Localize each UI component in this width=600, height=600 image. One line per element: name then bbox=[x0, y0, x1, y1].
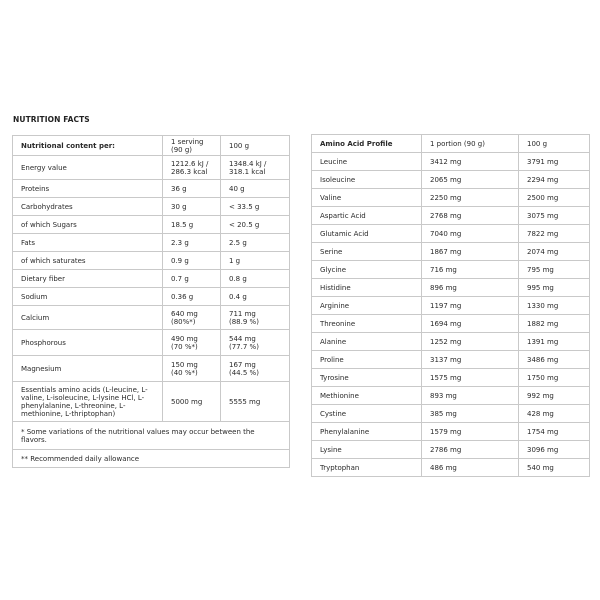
nutrient-value: < 33.5 g bbox=[221, 198, 290, 216]
nutrition-row bbox=[13, 216, 290, 234]
nutrient-name: Sodium bbox=[13, 288, 163, 306]
nutrition-row bbox=[13, 198, 290, 216]
nutrient-value: 2.5 g bbox=[221, 234, 290, 252]
amino-acid-name: Threonine bbox=[312, 315, 422, 333]
amino-row bbox=[312, 369, 590, 387]
amino-row bbox=[312, 441, 590, 459]
amino-acid-value: 3791 mg bbox=[519, 153, 590, 171]
amino-acid-value: 1754 mg bbox=[519, 423, 590, 441]
nutrient-name: Phosphorous bbox=[13, 330, 163, 356]
amino-row bbox=[312, 423, 590, 441]
nutrient-name: Magnesium bbox=[13, 356, 163, 382]
amino-row bbox=[312, 297, 590, 315]
nutrient-name: of which Sugars bbox=[13, 216, 163, 234]
amino-row bbox=[312, 387, 590, 405]
amino-acid-value: 2294 mg bbox=[519, 171, 590, 189]
amino-acid-name: Valine bbox=[312, 189, 422, 207]
nutrient-value: 0.4 g bbox=[221, 288, 290, 306]
nutrition-row bbox=[13, 156, 290, 180]
amino-acid-value: 3412 mg bbox=[422, 153, 519, 171]
nutrient-value: 640 mg (80%*) bbox=[163, 306, 221, 330]
amino-row bbox=[312, 225, 590, 243]
nutrition-header-row bbox=[13, 136, 290, 156]
amino-row bbox=[312, 279, 590, 297]
nutrition-row bbox=[13, 356, 290, 382]
amino-acid-name: Alanine bbox=[312, 333, 422, 351]
amino-acid-name: Histidine bbox=[312, 279, 422, 297]
amino-row bbox=[312, 261, 590, 279]
nutrient-value: 40 g bbox=[221, 180, 290, 198]
amino-acid-value: 1575 mg bbox=[422, 369, 519, 387]
nutrient-name: Proteins bbox=[13, 180, 163, 198]
amino-acid-name: Proline bbox=[312, 351, 422, 369]
nutrient-value: 30 g bbox=[163, 198, 221, 216]
nutrient-value: 1212.6 kJ / 286.3 kcal bbox=[163, 156, 221, 180]
amino-acid-name: Glycine bbox=[312, 261, 422, 279]
amino-header-cell: Amino Acid Profile bbox=[312, 135, 422, 153]
nutrient-name: Fats bbox=[13, 234, 163, 252]
amino-acid-value: 992 mg bbox=[519, 387, 590, 405]
nutrient-value: 544 mg (77.7 %) bbox=[221, 330, 290, 356]
nutrition-row bbox=[13, 234, 290, 252]
nutrient-value: 150 mg (40 %*) bbox=[163, 356, 221, 382]
amino-row bbox=[312, 153, 590, 171]
amino-row bbox=[312, 243, 590, 261]
amino-row bbox=[312, 459, 590, 477]
nutrient-value: 490 mg (70 %*) bbox=[163, 330, 221, 356]
amino-acid-value: 995 mg bbox=[519, 279, 590, 297]
nutrient-value: 0.9 g bbox=[163, 252, 221, 270]
amino-acid-value: 2074 mg bbox=[519, 243, 590, 261]
nutrition-header-cell: 1 serving (90 g) bbox=[163, 136, 221, 156]
nutrient-name: Essentials amino acids (L-leucine, L-valine, L-isoleucine, L-lysine HCl, L-phenylalanine, L-threonine, L-methionine, L-thriptophan) bbox=[13, 382, 163, 422]
amino-row bbox=[312, 189, 590, 207]
amino-acid-value: 486 mg bbox=[422, 459, 519, 477]
nutrition-row bbox=[13, 330, 290, 356]
page-title: NUTRITION FACTS bbox=[13, 115, 90, 124]
nutrition-facts-table bbox=[12, 135, 290, 468]
nutrient-name: Dietary fiber bbox=[13, 270, 163, 288]
amino-acid-value: 3096 mg bbox=[519, 441, 590, 459]
amino-acid-value: 2786 mg bbox=[422, 441, 519, 459]
nutrient-value: 36 g bbox=[163, 180, 221, 198]
amino-acid-value: 3075 mg bbox=[519, 207, 590, 225]
nutrient-value: 0.36 g bbox=[163, 288, 221, 306]
amino-header-row bbox=[312, 135, 590, 153]
nutrient-value: 18.5 g bbox=[163, 216, 221, 234]
amino-row bbox=[312, 171, 590, 189]
nutrient-value: 0.7 g bbox=[163, 270, 221, 288]
amino-acid-name: Serine bbox=[312, 243, 422, 261]
amino-acid-value: 795 mg bbox=[519, 261, 590, 279]
nutrition-header-cell: 100 g bbox=[221, 136, 290, 156]
amino-acid-value: 1330 mg bbox=[519, 297, 590, 315]
amino-row bbox=[312, 405, 590, 423]
nutrient-value: 2.3 g bbox=[163, 234, 221, 252]
amino-row bbox=[312, 315, 590, 333]
footnote-row bbox=[13, 422, 290, 450]
amino-acid-name: Phenylalanine bbox=[312, 423, 422, 441]
amino-acid-value: 3137 mg bbox=[422, 351, 519, 369]
nutrient-value: 167 mg (44.5 %) bbox=[221, 356, 290, 382]
nutrition-row bbox=[13, 180, 290, 198]
amino-acid-value: 7040 mg bbox=[422, 225, 519, 243]
amino-acid-name: Lysine bbox=[312, 441, 422, 459]
amino-acid-value: 1750 mg bbox=[519, 369, 590, 387]
footnote: ** Recommended daily allowance bbox=[13, 450, 290, 468]
amino-header-cell: 1 portion (90 g) bbox=[422, 135, 519, 153]
amino-acid-value: 1579 mg bbox=[422, 423, 519, 441]
amino-acid-value: 1391 mg bbox=[519, 333, 590, 351]
amino-acid-name: Glutamic Acid bbox=[312, 225, 422, 243]
nutrition-row bbox=[13, 252, 290, 270]
amino-acid-name: Methionine bbox=[312, 387, 422, 405]
amino-acid-value: 2768 mg bbox=[422, 207, 519, 225]
amino-acid-value: 1694 mg bbox=[422, 315, 519, 333]
amino-acid-profile-table bbox=[311, 134, 590, 477]
nutrient-value: 5000 mg bbox=[163, 382, 221, 422]
amino-acid-value: 2250 mg bbox=[422, 189, 519, 207]
amino-acid-name: Leucine bbox=[312, 153, 422, 171]
amino-row bbox=[312, 351, 590, 369]
amino-acid-name: Aspartic Acid bbox=[312, 207, 422, 225]
amino-acid-value: 1197 mg bbox=[422, 297, 519, 315]
amino-acid-name: Tyrosine bbox=[312, 369, 422, 387]
nutrition-row bbox=[13, 382, 290, 422]
amino-acid-value: 428 mg bbox=[519, 405, 590, 423]
amino-acid-name: Tryptophan bbox=[312, 459, 422, 477]
nutrient-name: of which saturates bbox=[13, 252, 163, 270]
nutrient-value: 0.8 g bbox=[221, 270, 290, 288]
nutrient-value: 1348.4 kJ / 318.1 kcal bbox=[221, 156, 290, 180]
nutrition-header-cell: Nutritional content per: bbox=[13, 136, 163, 156]
amino-acid-value: 1882 mg bbox=[519, 315, 590, 333]
nutrient-value: 5555 mg bbox=[221, 382, 290, 422]
nutrition-row bbox=[13, 306, 290, 330]
amino-acid-value: 1252 mg bbox=[422, 333, 519, 351]
amino-acid-value: 3486 mg bbox=[519, 351, 590, 369]
amino-row bbox=[312, 207, 590, 225]
amino-acid-name: Arginine bbox=[312, 297, 422, 315]
amino-acid-value: 716 mg bbox=[422, 261, 519, 279]
nutrient-name: Carbohydrates bbox=[13, 198, 163, 216]
nutrient-name: Calcium bbox=[13, 306, 163, 330]
amino-acid-name: Isoleucine bbox=[312, 171, 422, 189]
amino-acid-value: 1867 mg bbox=[422, 243, 519, 261]
nutrient-value: 1 g bbox=[221, 252, 290, 270]
amino-acid-value: 385 mg bbox=[422, 405, 519, 423]
amino-header-cell: 100 g bbox=[519, 135, 590, 153]
nutrition-row bbox=[13, 270, 290, 288]
amino-acid-value: 7822 mg bbox=[519, 225, 590, 243]
amino-acid-value: 2065 mg bbox=[422, 171, 519, 189]
amino-row bbox=[312, 333, 590, 351]
nutrition-row bbox=[13, 288, 290, 306]
amino-acid-value: 540 mg bbox=[519, 459, 590, 477]
footnote: * Some variations of the nutritional values may occur between the flavors. bbox=[13, 422, 290, 450]
nutrient-value: 711 mg (88.9 %) bbox=[221, 306, 290, 330]
nutrient-name: Energy value bbox=[13, 156, 163, 180]
amino-acid-value: 896 mg bbox=[422, 279, 519, 297]
amino-acid-value: 893 mg bbox=[422, 387, 519, 405]
amino-acid-value: 2500 mg bbox=[519, 189, 590, 207]
nutrient-value: < 20.5 g bbox=[221, 216, 290, 234]
amino-acid-name: Cystine bbox=[312, 405, 422, 423]
footnote-row bbox=[13, 450, 290, 468]
